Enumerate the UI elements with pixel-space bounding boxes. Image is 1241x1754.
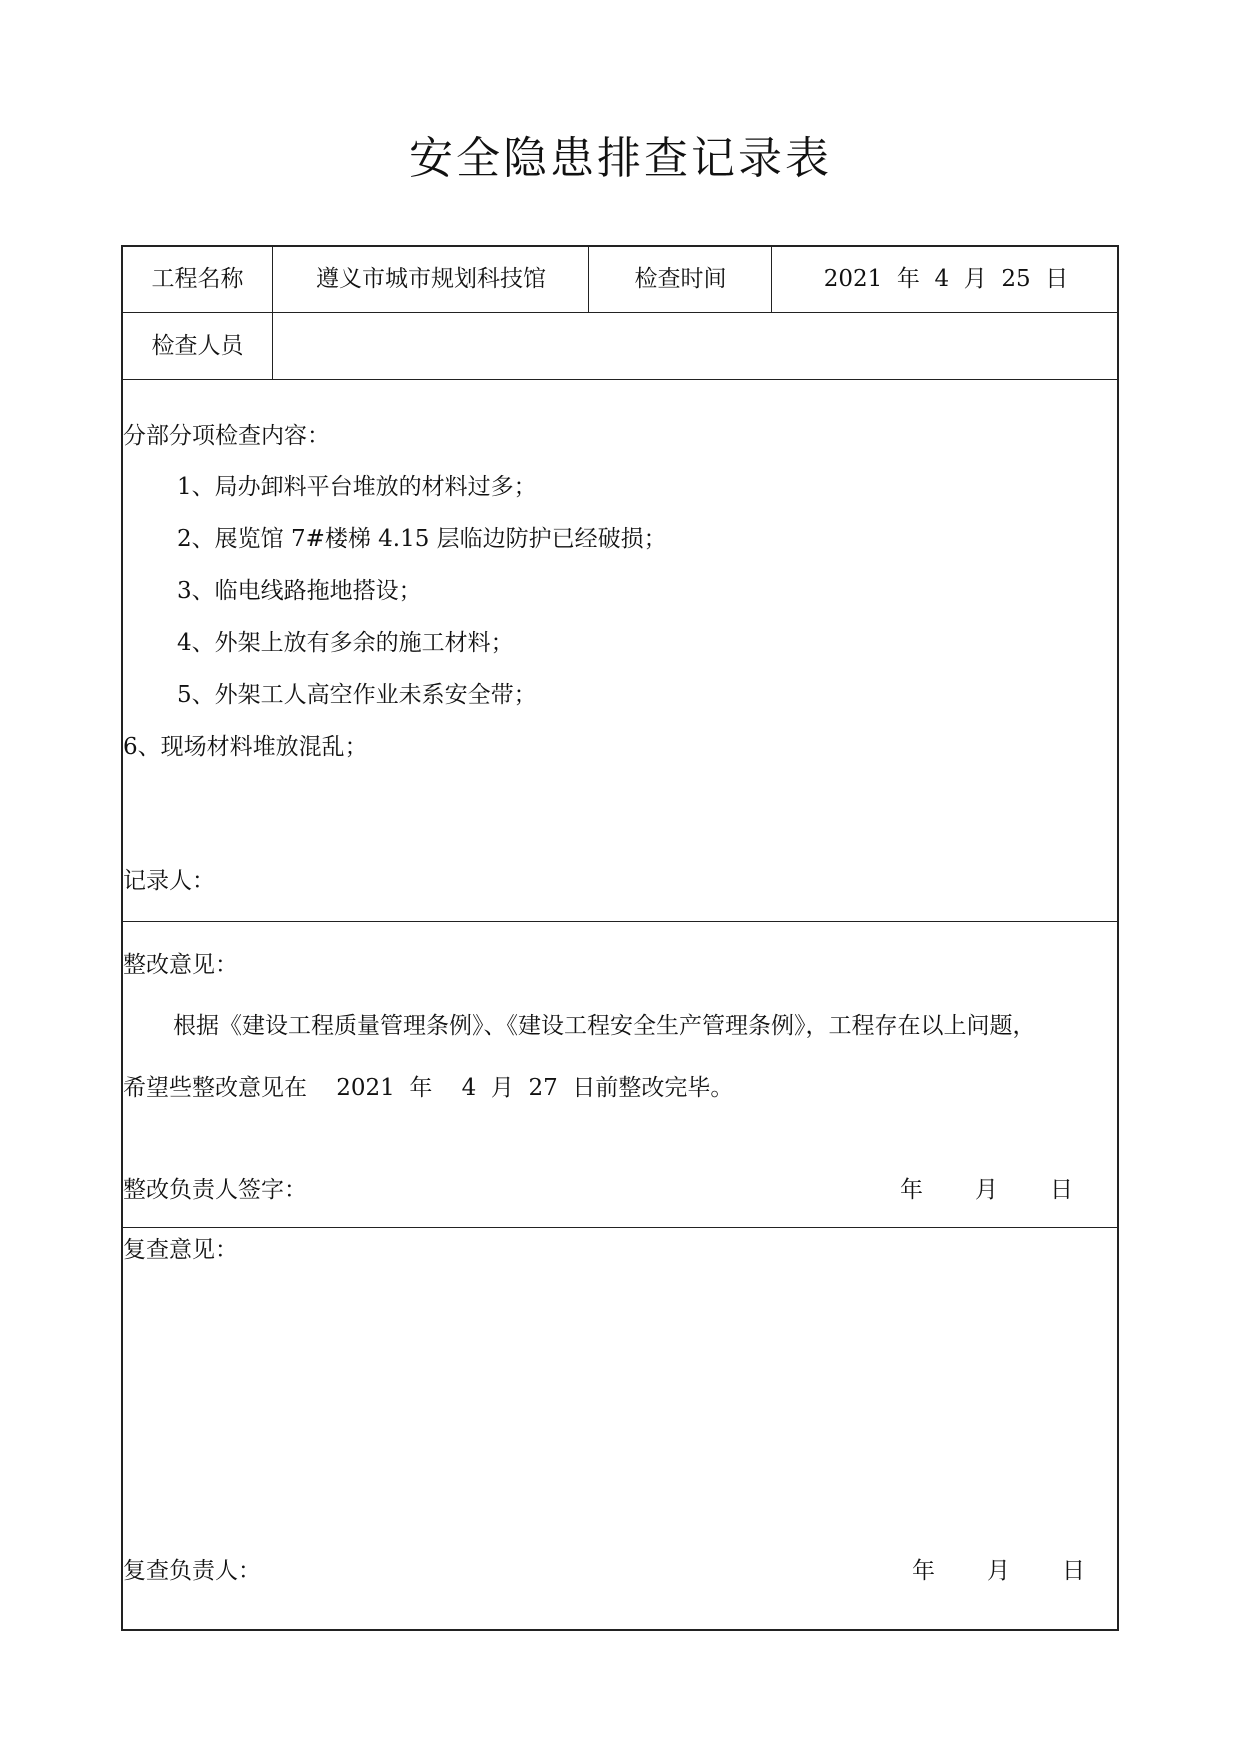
rectification-line-1: 根据《建设工程质量管理条例》、《建设工程安全生产管理条例》，工程存在以上问题，	[173, 1013, 1036, 1039]
col-divider-3	[771, 247, 772, 312]
project-name-label: 工程名称	[151, 266, 244, 292]
inspection-item-5: 5、外架工人高空作业未系安全带；	[177, 682, 537, 708]
date-day-unit: 日	[1045, 266, 1069, 292]
row-divider-4	[123, 1227, 1117, 1228]
inspection-form	[121, 245, 1119, 1631]
page-title: 安全隐患排查记录表	[409, 133, 832, 184]
inspection-date-value	[773, 268, 1119, 291]
inspection-item-4: 4、外架上放有多余的施工材料；	[177, 630, 514, 656]
col-divider-2	[588, 247, 589, 312]
rectification-heading: 整改意见：	[123, 952, 238, 978]
col-divider-1	[272, 247, 273, 379]
date-year-unit: 年	[896, 266, 920, 292]
rectification-signer-label: 整改负责人签字：	[123, 1177, 307, 1203]
inspection-item-6: 6、现场材料堆放混乱；	[123, 734, 368, 760]
date-month-unit: 月	[963, 266, 987, 292]
rectification-month-unit: 月	[975, 1177, 998, 1203]
inspection-heading: 分部分项检查内容：	[123, 423, 330, 449]
date-month: 4	[934, 266, 950, 292]
review-month-unit: 月	[987, 1558, 1010, 1584]
rectification-day-unit: 日	[1050, 1177, 1073, 1203]
review-day-unit: 日	[1062, 1558, 1085, 1584]
date-year: 2021	[823, 266, 883, 292]
review-signer-label: 复查负责人：	[123, 1558, 261, 1584]
date-day: 25	[1001, 266, 1031, 292]
row-divider-2	[123, 379, 1117, 380]
inspection-time-label: 检查时间	[634, 266, 727, 292]
review-heading: 复查意见：	[123, 1237, 238, 1263]
inspection-item-2: 2、展览馆 7#楼梯 4.15 层临边防护已经破损；	[177, 526, 667, 552]
recorder-label: 记录人：	[123, 868, 215, 894]
rectification-line-2: 希望些整改意见在 2021 年 4 月 27 日前整改完毕。	[123, 1075, 734, 1101]
inspection-item-1: 1、局办卸料平台堆放的材料过多；	[177, 474, 537, 500]
review-year-unit: 年	[912, 1558, 935, 1584]
project-name-value: 遵义市城市规划科技馆	[316, 266, 546, 292]
row-divider-3	[123, 921, 1117, 922]
inspection-item-3: 3、临电线路拖地搭设；	[177, 578, 422, 604]
inspector-label: 检查人员	[151, 333, 244, 359]
rectification-year-unit: 年	[900, 1177, 923, 1203]
